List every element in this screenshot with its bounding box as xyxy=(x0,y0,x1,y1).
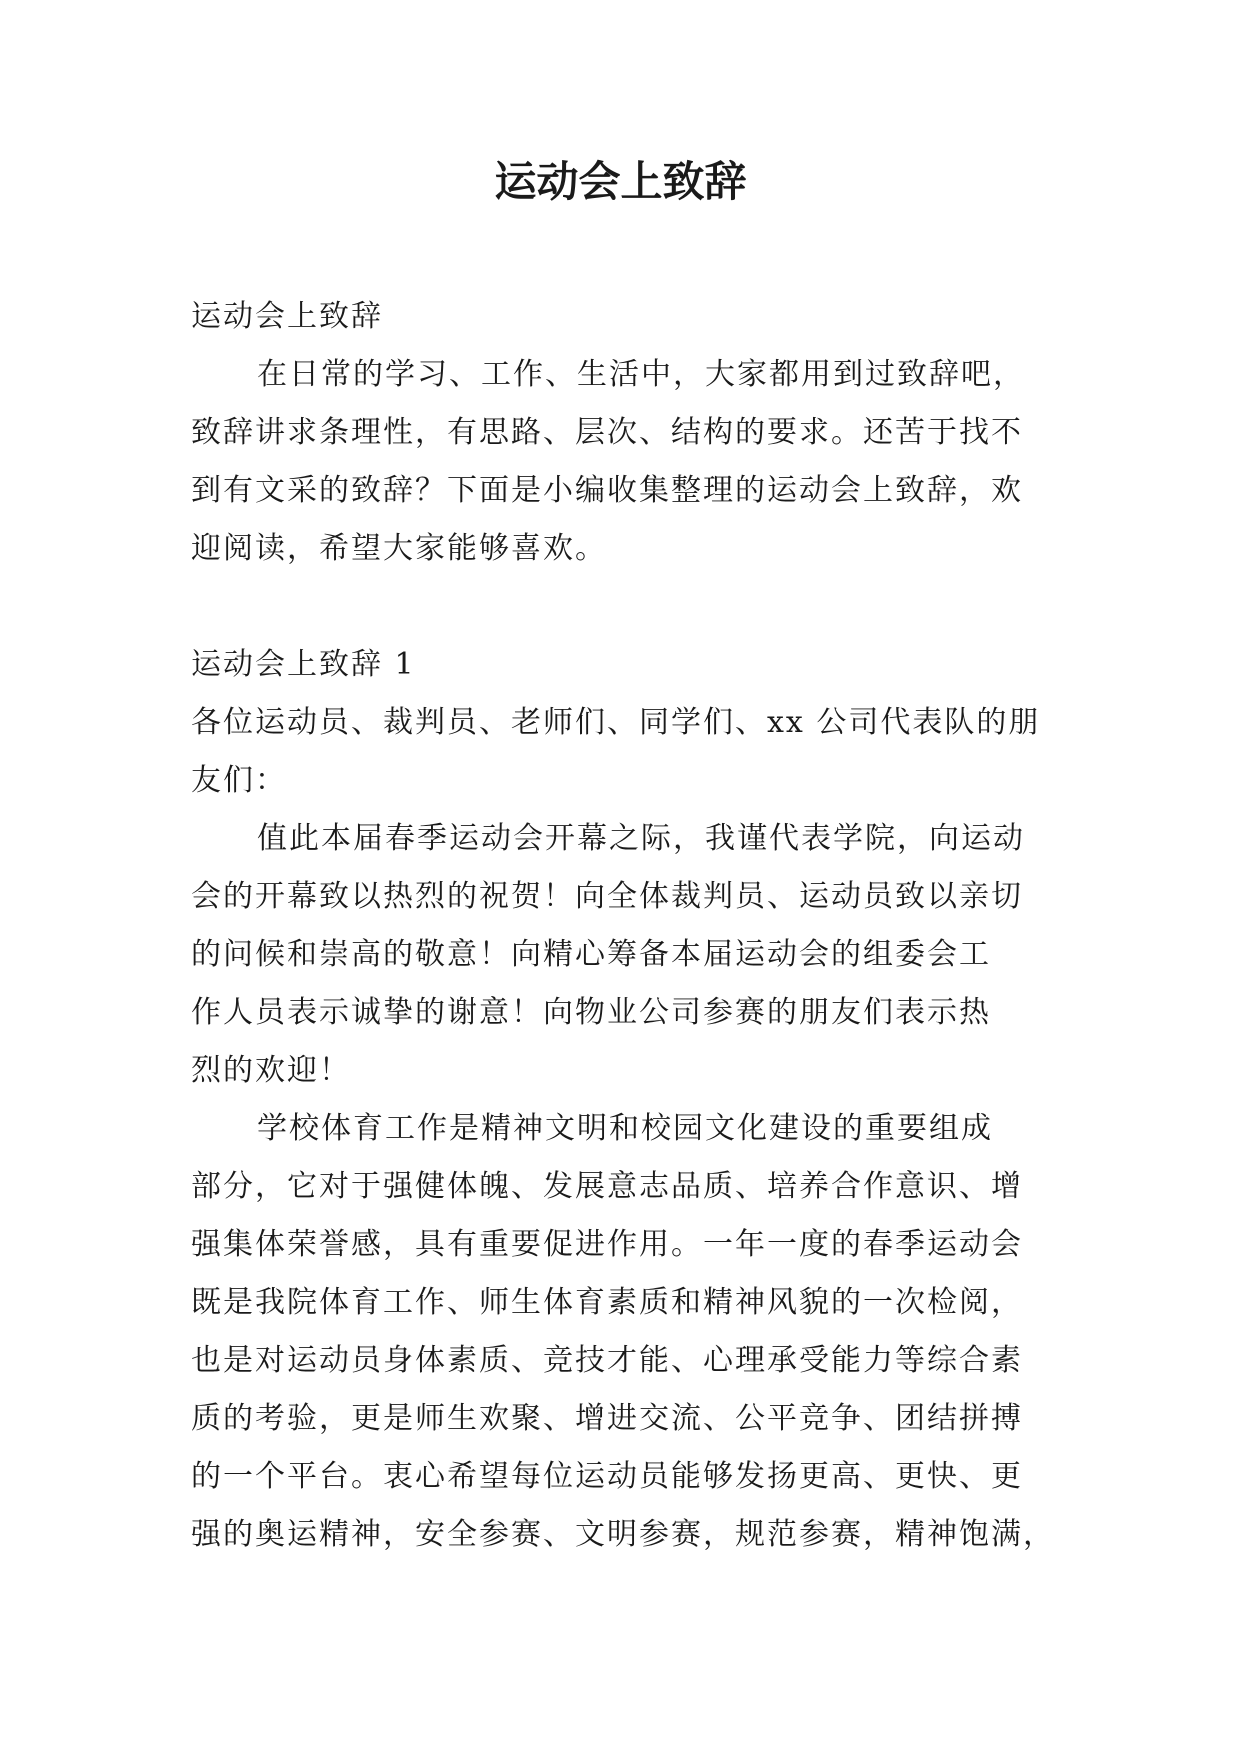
text-line: 学校体育工作是精神文明和校园文化建设的重要组成 xyxy=(257,1111,993,1146)
text-line: 致辞讲求条理性，有思路、层次、结构的要求。还苦于找不 xyxy=(191,415,1023,450)
document-title: 运动会上致辞 xyxy=(494,157,747,206)
text-line: 烈的欢迎！ xyxy=(191,1053,351,1088)
text-line: 在日常的学习、工作、生活中，大家都用到过致辞吧， xyxy=(257,357,1025,392)
text-line: 各位运动员、裁判员、老师们、同学们、xx 公司代表队的朋 xyxy=(191,705,1041,740)
document-body xyxy=(191,288,1061,1564)
text-line: 友们： xyxy=(191,763,287,798)
text-line: 也是对运动员身体素质、竞技才能、心理承受能力等综合素 xyxy=(191,1343,1023,1378)
blank-line xyxy=(191,578,1061,636)
text-line: 作人员表示诚挚的谢意！向物业公司参赛的朋友们表示热 xyxy=(191,995,991,1030)
text-line: 的问候和崇高的敬意！向精心筹备本届运动会的组委会工 xyxy=(191,937,991,972)
text-line: 既是我院体育工作、师生体育素质和精神风貌的一次检阅， xyxy=(191,1285,1023,1320)
text-line: 质的考验，更是师生欢聚、增进交流、公平竞争、团结拼搏 xyxy=(191,1401,1023,1436)
text-line: 的一个平台。衷心希望每位运动员能够发扬更高、更快、更 xyxy=(191,1459,1023,1494)
text-line: 运动会上致辞 xyxy=(191,299,383,334)
text-line: 强的奥运精神，安全参赛、文明参赛，规范参赛，精神饱满， xyxy=(191,1517,1055,1552)
text-line: 迎阅读，希望大家能够喜欢。 xyxy=(191,531,607,566)
text-line: 到有文采的致辞？下面是小编收集整理的运动会上致辞，欢 xyxy=(191,473,1023,508)
text-line: 运动会上致辞 1 xyxy=(191,647,416,682)
text-line: 值此本届春季运动会开幕之际，我谨代表学院，向运动 xyxy=(257,821,1025,856)
text-line: 强集体荣誉感，具有重要促进作用。一年一度的春季运动会 xyxy=(191,1227,1023,1262)
text-line: 部分，它对于强健体魄、发展意志品质、培养合作意识、增 xyxy=(191,1169,1023,1204)
text-line: 会的开幕致以热烈的祝贺！向全体裁判员、运动员致以亲切 xyxy=(191,879,1023,914)
